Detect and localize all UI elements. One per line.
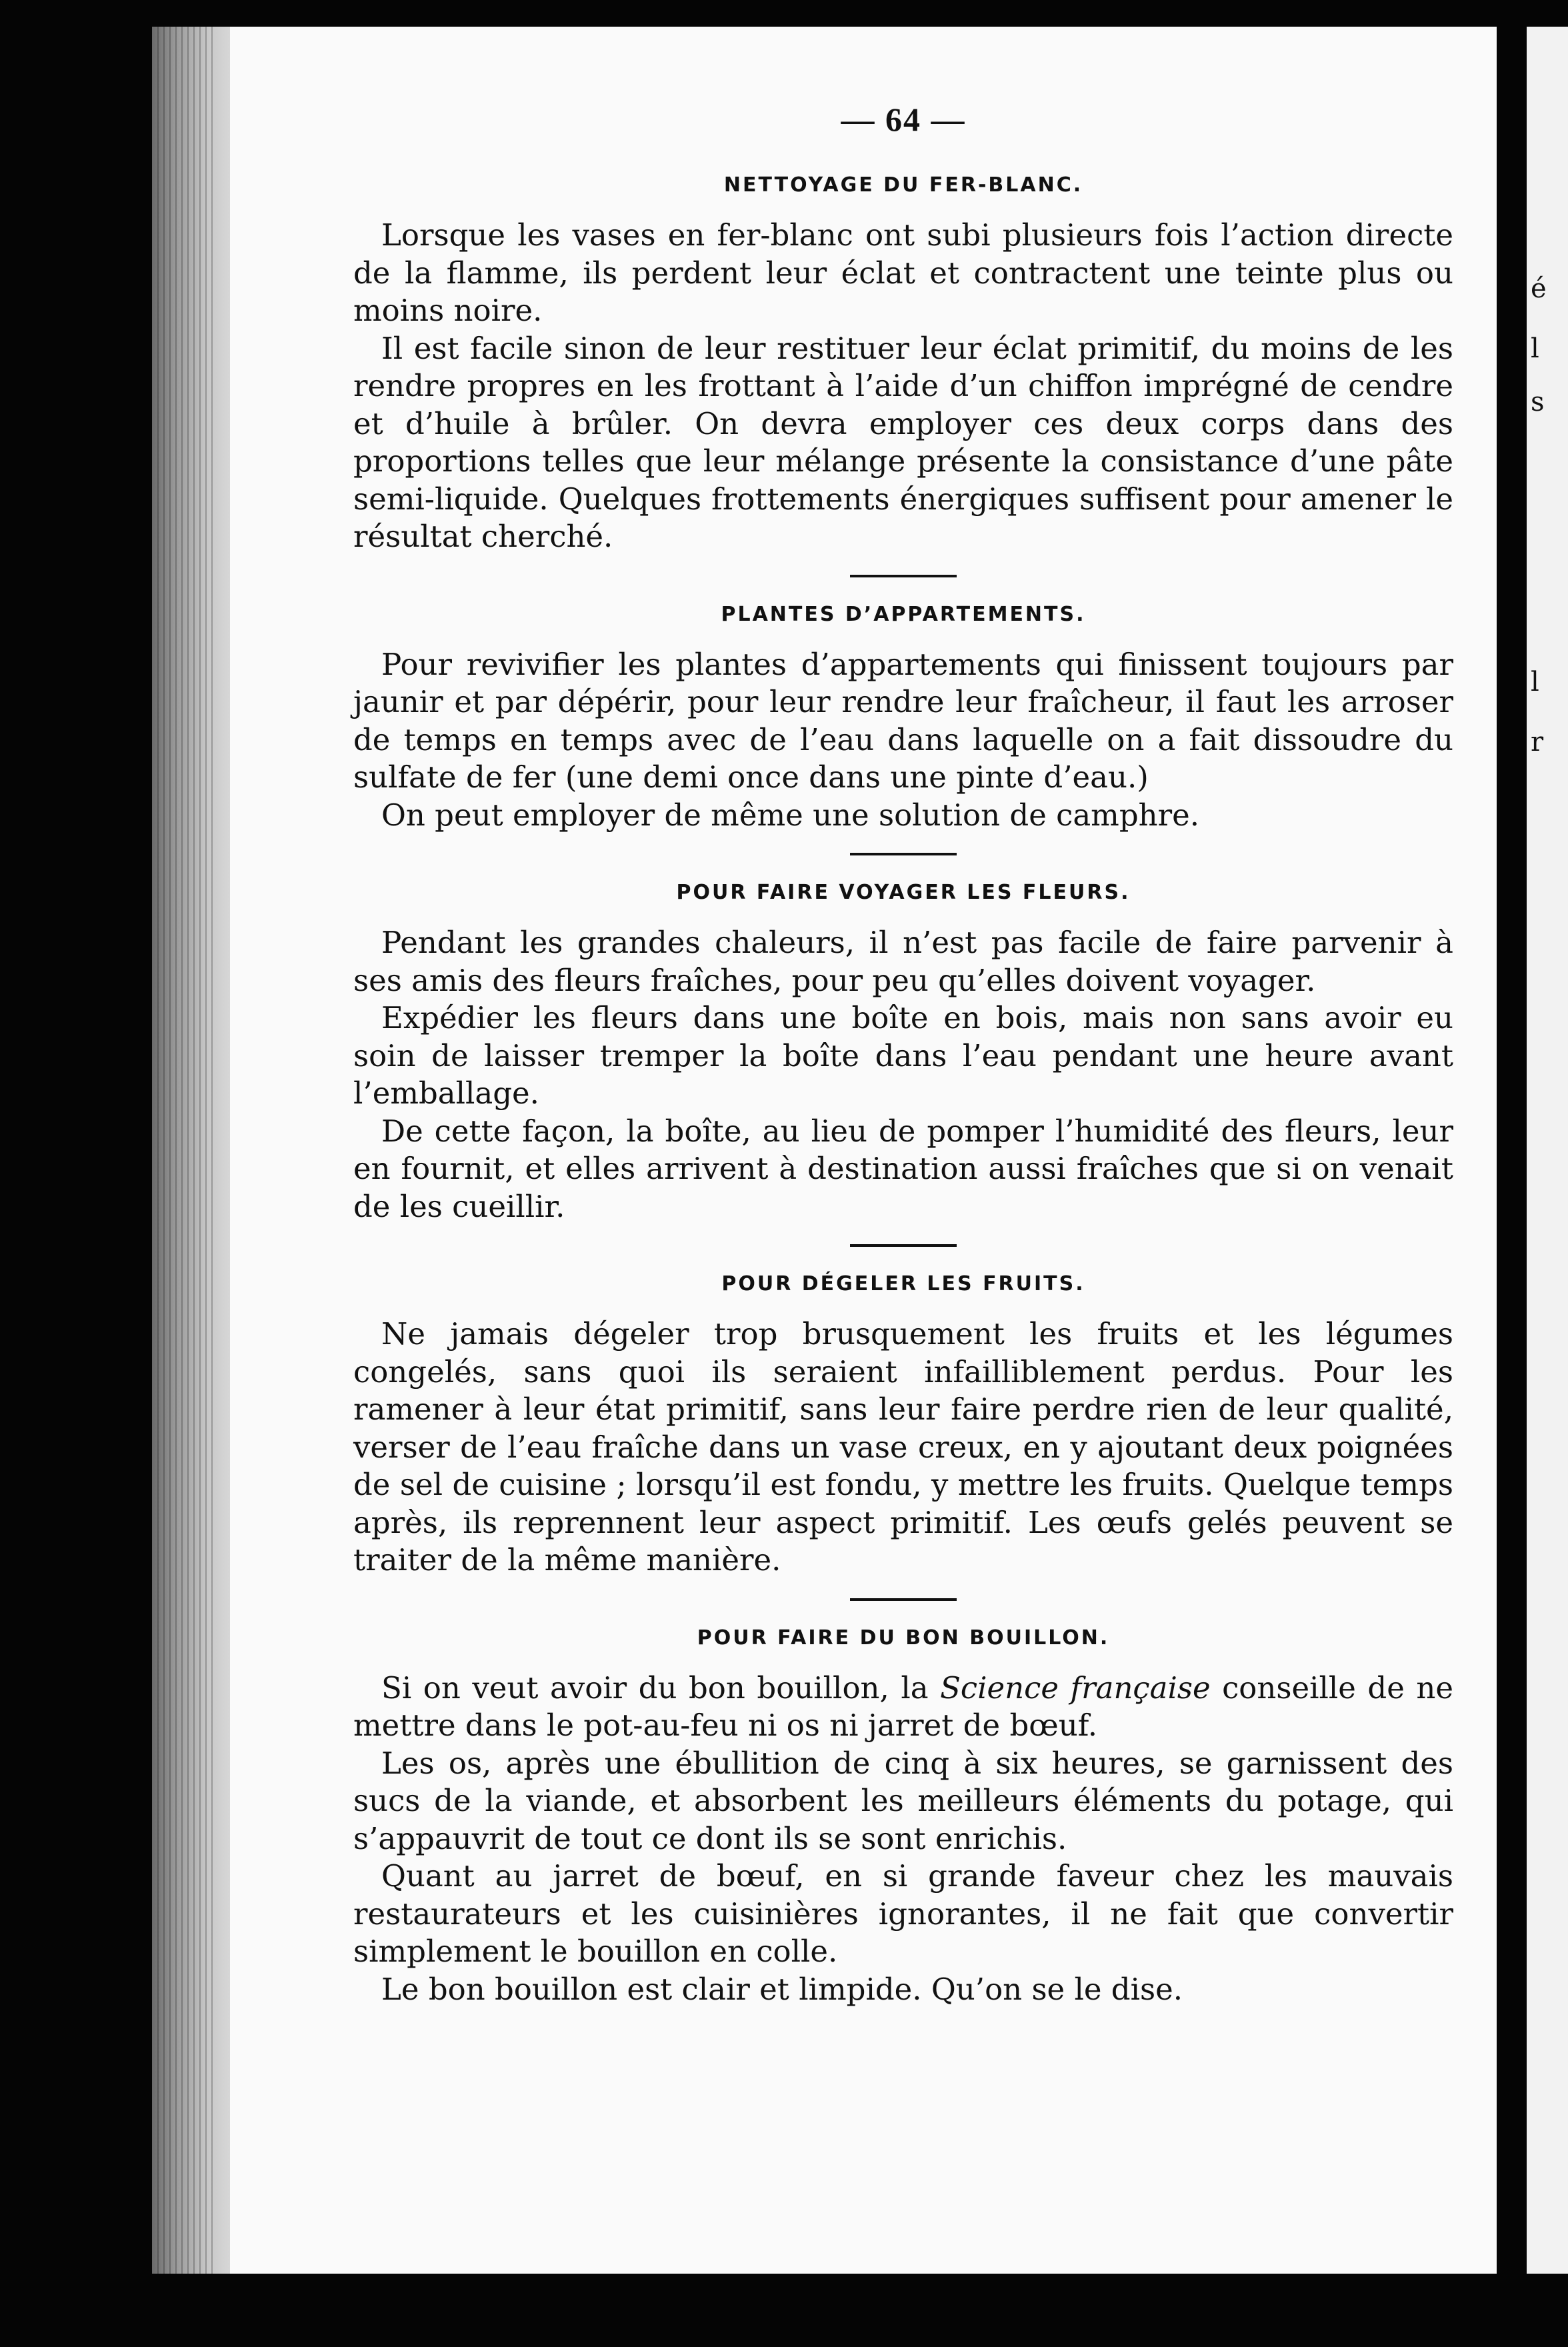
- paragraph: De cette façon, la boîte, au lieu de pomper l’humidité des fleurs, leur en fournit, et elles arrivent à destination aussi fraîches que si on venait de les cueillir.: [353, 1113, 1453, 1224]
- next-page-fragment: l: [1531, 667, 1539, 697]
- paragraph: On peut employer de même une solution de camphre.: [381, 797, 1200, 833]
- section-title: PLANTES D’APPARTEMENTS.: [721, 602, 1086, 626]
- next-page-fragment: é: [1531, 273, 1547, 304]
- page-content: [353, 100, 1453, 2008]
- section-divider: [850, 575, 957, 577]
- paragraph: Quant au jarret de bœuf, en si grande faveur chez les mauvais restaurateurs et les cuisinières ignorantes, il ne fait que convertir simplement le bouillon en colle.: [353, 1858, 1453, 1969]
- next-page-fragment: s: [1531, 387, 1545, 417]
- section-divider: [850, 1598, 957, 1601]
- paragraph: Expédier les fleurs dans une boîte en bois, mais non sans avoir eu soin de laisser tremper la boîte dans l’eau pendant une heure avant l’emballage.: [353, 1000, 1453, 1111]
- paragraph: Pour revivifier les plantes d’appartements qui finissent toujours par jaunir et par dépérir, pour leur rendre leur fraîcheur, il faut les arroser de temps en temps avec de l’eau dans laquelle on a fait dissoudre du sulfate de fer (une demi once dans une pinte d’eau.): [353, 646, 1453, 795]
- section-divider: [850, 1244, 957, 1247]
- page-number: — 64 —: [841, 101, 966, 138]
- next-page-fragment: r: [1531, 727, 1544, 757]
- paragraph: Le bon bouillon est clair et limpide. Qu’on se le dise.: [381, 1971, 1183, 2007]
- paragraph: [353, 1670, 1453, 1745]
- emphasized-text: Science française: [940, 1670, 1211, 1706]
- section-title: POUR FAIRE VOYAGER LES FLEURS.: [676, 881, 1131, 904]
- paragraph: Pendant les grandes chaleurs, il n’est pas facile de faire parvenir à ses amis des fleurs fraîches, pour peu qu’elles doivent voyager.: [353, 925, 1453, 998]
- section-title: NETTOYAGE DU FER-BLANC.: [723, 173, 1083, 197]
- section-divider: [850, 853, 957, 855]
- paragraph: Lorsque les vases en fer-blanc ont subi plusieurs fois l’action directe de la flamme, ils perdent leur éclat et contractent une teinte plus ou moins noire.: [353, 217, 1453, 328]
- paragraph: Les os, après une ébullition de cinq à six heures, se garnissent des sucs de la viande, et absorbent les meilleurs éléments du potage, qui s’appauvrit de tout ce dont ils se sont enrichis.: [353, 1745, 1453, 1856]
- binding-texture: [157, 27, 217, 2274]
- paragraph: Il est facile sinon de leur restituer leur éclat primitif, du moins de les rendre propres en les frottant à l’aide d’un chiffon imprégné de cendre et d’huile à brûler. On devra employer ces deux corps dans des proportions telles que leur mélange présente la consistance d’une pâte semi-liquide. Quelques frottements énergiques suffisent pour amener le résultat cherché.: [353, 330, 1453, 554]
- section-title: POUR DÉGELER LES FRUITS.: [721, 1272, 1085, 1296]
- next-page-edge: [1527, 27, 1568, 2274]
- paragraph-text: conseille de ne mettre dans le pot-au-feu ni os ni jarret de bœuf.: [353, 1670, 1453, 1743]
- next-page-fragment: l: [1531, 333, 1539, 364]
- section-title: POUR FAIRE DU BON BOUILLON.: [697, 1626, 1110, 1650]
- paragraph: Ne jamais dégeler trop brusquement les fruits et les légumes congelés, sans quoi ils seraient infailliblement perdus. Pour les ramener à leur état primitif, sans leur faire perdre rien de leur qualité, verser de l’eau fraîche dans un vase creux, en y ajoutant deux poignées de sel de cuisine ; lorsqu’il est fondu, y mettre les fruits. Quelque temps après, ils reprennent leur aspect primitif. Les œufs gelés peuvent se traiter de la même manière.: [353, 1316, 1453, 1578]
- paragraph-text: Si on veut avoir du bon bouillon, la: [381, 1670, 941, 1706]
